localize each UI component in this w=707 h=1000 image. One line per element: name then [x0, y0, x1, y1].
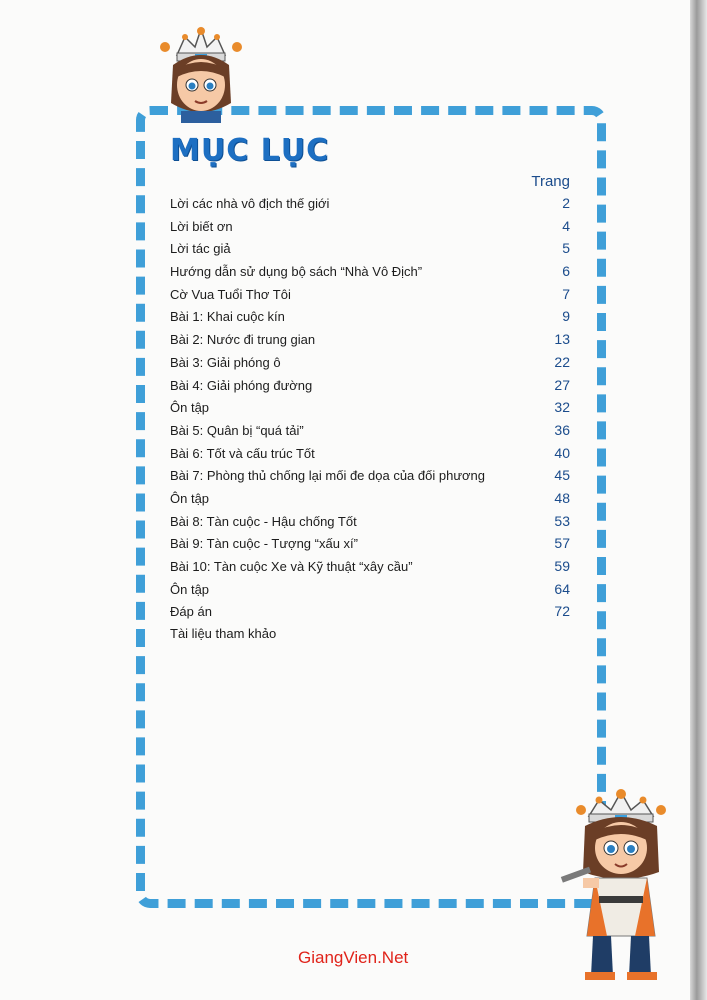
- toc-entry-title: Đáp án: [170, 604, 212, 620]
- toc-entry-title: Bài 10: Tàn cuộc Xe và Kỹ thuật “xây cầu”: [170, 559, 413, 574]
- toc-entry-title: Bài 2: Nước đi trung gian: [170, 332, 316, 348]
- toc-entry-page: 32: [554, 399, 570, 416]
- toc-entry-page: 2: [562, 195, 570, 211]
- toc-entry: [170, 581, 570, 604]
- toc-entry: [170, 626, 570, 649]
- toc-entry: [170, 195, 570, 218]
- toc-entry: [170, 558, 570, 581]
- toc-entry: [170, 603, 570, 626]
- toc-entry-title: Lời biết ơn: [170, 218, 233, 234]
- toc-entry: [170, 286, 570, 309]
- toc-entry: [170, 467, 570, 490]
- toc-entry: [170, 218, 570, 241]
- page-edge: [690, 0, 707, 1000]
- toc-entry: [170, 240, 570, 263]
- toc-entry: [170, 377, 570, 400]
- toc-entry-page: 45: [554, 467, 570, 484]
- toc-entry-title: Ôn tập: [170, 581, 210, 597]
- toc-entry-title: Lời tác giả: [170, 241, 231, 257]
- toc-entry-title: Cờ Vua Tuổi Thơ Tôi: [170, 286, 291, 302]
- toc-entry: [170, 445, 570, 468]
- toc-entry-title: Bài 7: Phòng thủ chống lại mối đe dọa của đối phương: [170, 468, 486, 484]
- toc-entry-page: 57: [554, 535, 570, 552]
- toc-entry-page: 27: [554, 376, 570, 393]
- toc-entry: [170, 263, 570, 286]
- toc-entry-page: 13: [554, 331, 570, 348]
- toc-entry-title: Tài liệu tham khảo: [170, 626, 277, 642]
- toc-entry-title: Bài 3: Giải phóng ô: [170, 354, 281, 370]
- toc-entry: [170, 422, 570, 445]
- toc-entry-page: 22: [554, 353, 570, 370]
- toc-entry-title: Lời các nhà vô địch thế giới: [170, 196, 330, 211]
- toc-entry-page: 9: [562, 308, 570, 325]
- toc-entry-title: Hướng dẫn sử dụng bộ sách “Nhà Vô Địch”: [170, 264, 423, 280]
- king-mascot-head-icon: [155, 25, 247, 125]
- toc-entry-title: Bài 9: Tàn cuộc - Tượng “xấu xí”: [170, 536, 358, 552]
- toc-entry-page: 4: [562, 217, 570, 234]
- toc-entry-page: 40: [554, 444, 570, 461]
- toc-entry-page: 53: [554, 512, 570, 529]
- toc-entry-page: 48: [554, 489, 570, 506]
- toc-list: [170, 195, 570, 649]
- toc-entry-title: Ôn tập: [170, 400, 210, 416]
- toc-entry: [170, 490, 570, 513]
- toc-entry-page: 5: [562, 240, 570, 257]
- toc-entry: [170, 354, 570, 377]
- toc-entry-page: 59: [554, 558, 570, 574]
- page-column-header: Trang: [531, 173, 570, 190]
- page-title: MỤC LỤC: [170, 133, 330, 168]
- toc-entry: [170, 513, 570, 536]
- toc-entry-title: Bài 4: Giải phóng đường: [170, 377, 313, 393]
- toc-entry: [170, 308, 570, 331]
- toc-entry-title: Bài 6: Tốt và cấu trúc Tốt: [170, 445, 315, 461]
- toc-entry: [170, 535, 570, 558]
- toc-entry-page: 6: [562, 263, 570, 280]
- toc-entry-title: Bài 5: Quân bị “quá tải”: [170, 422, 304, 438]
- toc-entry-title: Ôn tập: [170, 490, 210, 506]
- toc-entry-title: Bài 8: Tàn cuộc - Hậu chống Tốt: [170, 513, 357, 529]
- toc-entry-page: 72: [554, 603, 570, 620]
- toc-entry: [170, 399, 570, 422]
- king-mascot-full-icon: [555, 786, 685, 982]
- watermark-text: GiangVien.Net: [298, 948, 409, 967]
- toc-entry-page: 7: [562, 285, 570, 302]
- toc-entry-title: Bài 1: Khai cuộc kín: [170, 309, 285, 325]
- toc-entry-page: 64: [554, 580, 570, 597]
- toc-entry: [170, 331, 570, 354]
- toc-entry-page: 36: [554, 421, 570, 438]
